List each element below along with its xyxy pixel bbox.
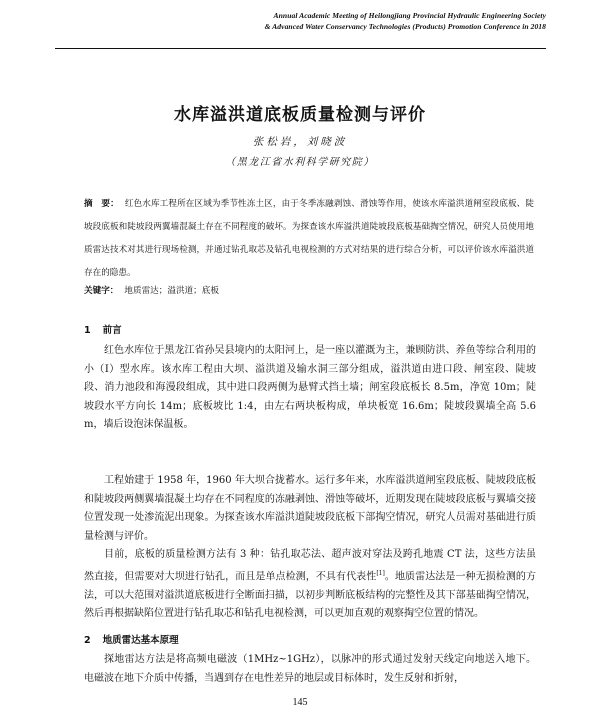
paper-affiliation: （黑龙江省水利科学研究院） xyxy=(225,157,375,168)
section-number: 1 xyxy=(84,325,91,336)
paragraph: 探地雷达方法是将高频电磁波（1MHz~1GHz），以脉冲的形式通过发射天线定向地送入地下。电磁波在地下介质中传播，当遇到存在电性差异的地层或目标体时，发生反射和折射， xyxy=(84,654,536,684)
paragraph-text: 。地质雷达法是一种无损检测的方法，可以大范围对溢洪道底板进行全断面扫描，以初步判断底板结构的完整性及其下部基础掏空情况，然后再根据缺陷位置进行钻孔取芯和钻孔电视检测，可以更加直观的观察掏空位置的情况。 xyxy=(84,570,537,620)
paragraph: 工程始建于 1958 年，1960 年大坝合拢蓄水。运行多年来，水库溢洪道闸室段底板、陡坡段底板和陡坡段两侧翼墙混凝土均存在不同程度的冻融剥蚀、滑蚀等破坏，近期发现在陡坡段底板与翼墙交接位置发现一处渗流泥出现象。为探查该水库溢洪道陡坡段底板下部掏空情况，研究人员需对基础进行质量检测与评价。 xyxy=(84,475,536,542)
abstract xyxy=(84,193,534,285)
paragraph: 红色水库位于黑龙江省孙吴县境内的太阳河上，是一座以灌溉为主，兼顾防洪、养鱼等综合利用的小（I）型水库。该水库工程由大坝、溢洪道及输水洞三部分组成，溢洪道由进口段、闸室段、陡坡段、消力池段和海漫段组成，其中进口段两侧为悬臂式挡土墙；闸室段底板长 8.5m，净宽 10m；陡坡段水平方向长 14m；底板坡比 1:4，由左右两块板构成，单块板宽 16.6m；陡坡段翼墙全高 5.6m，墙后设泡沫保温板。 xyxy=(84,345,536,431)
abstract-label: 摘 要： xyxy=(84,199,119,209)
keywords xyxy=(84,284,534,296)
header-line-2: & Advanced Water Conservancy Technologies (Products) Promotion Conference in 2018 xyxy=(264,22,546,31)
page-number: 145 xyxy=(292,697,308,708)
section-heading-2 xyxy=(84,632,179,646)
conference-header xyxy=(265,10,546,32)
section-number: 2 xyxy=(84,635,91,646)
section-title: 前言 xyxy=(102,325,122,336)
keywords-label: 关键字： xyxy=(84,286,119,296)
header-rule xyxy=(55,48,546,49)
section-title: 地质雷达基本原理 xyxy=(102,635,179,646)
abstract-text: 红色水库工程所在区域为季节性冻土区，由于冬季冻融剥蚀、滑蚀等作用，使该水库溢洪道闸室段底板、陡坡段底板和陡坡段两翼墙混凝土存在不同程度的破坏。为探查该水库溢洪道陡坡段底板基础掏空情况，研究人员使用地质雷达技术对其进行现场检测，并通过钻孔取芯及钻孔电视检测的方式对结果的进行综合分析，可以评价该水库溢洪道存在的隐患。 xyxy=(84,199,534,278)
paper-authors: 张松岩，刘晓波 xyxy=(252,136,348,148)
section-heading-1 xyxy=(84,322,122,336)
paper-title: 水库溢洪道底板质量检测与评价 xyxy=(174,105,426,125)
paragraph xyxy=(84,546,536,624)
paragraph-text: 目前，底板的质量检测方法有 3 种：钻孔取芯法、超声波对穿法及跨孔地震 CT 法，这些方法虽然直接，但需要对大坝进行钻孔，而且是单点检测，不具有代表性 xyxy=(84,549,536,582)
citation: [1] xyxy=(376,569,385,577)
header-line-1: Annual Academic Meeting of Heilongjiang Provincial Hydraulic Engineering Society xyxy=(273,11,546,20)
keywords-text: 地质雷达；溢洪道；底板 xyxy=(124,286,219,296)
